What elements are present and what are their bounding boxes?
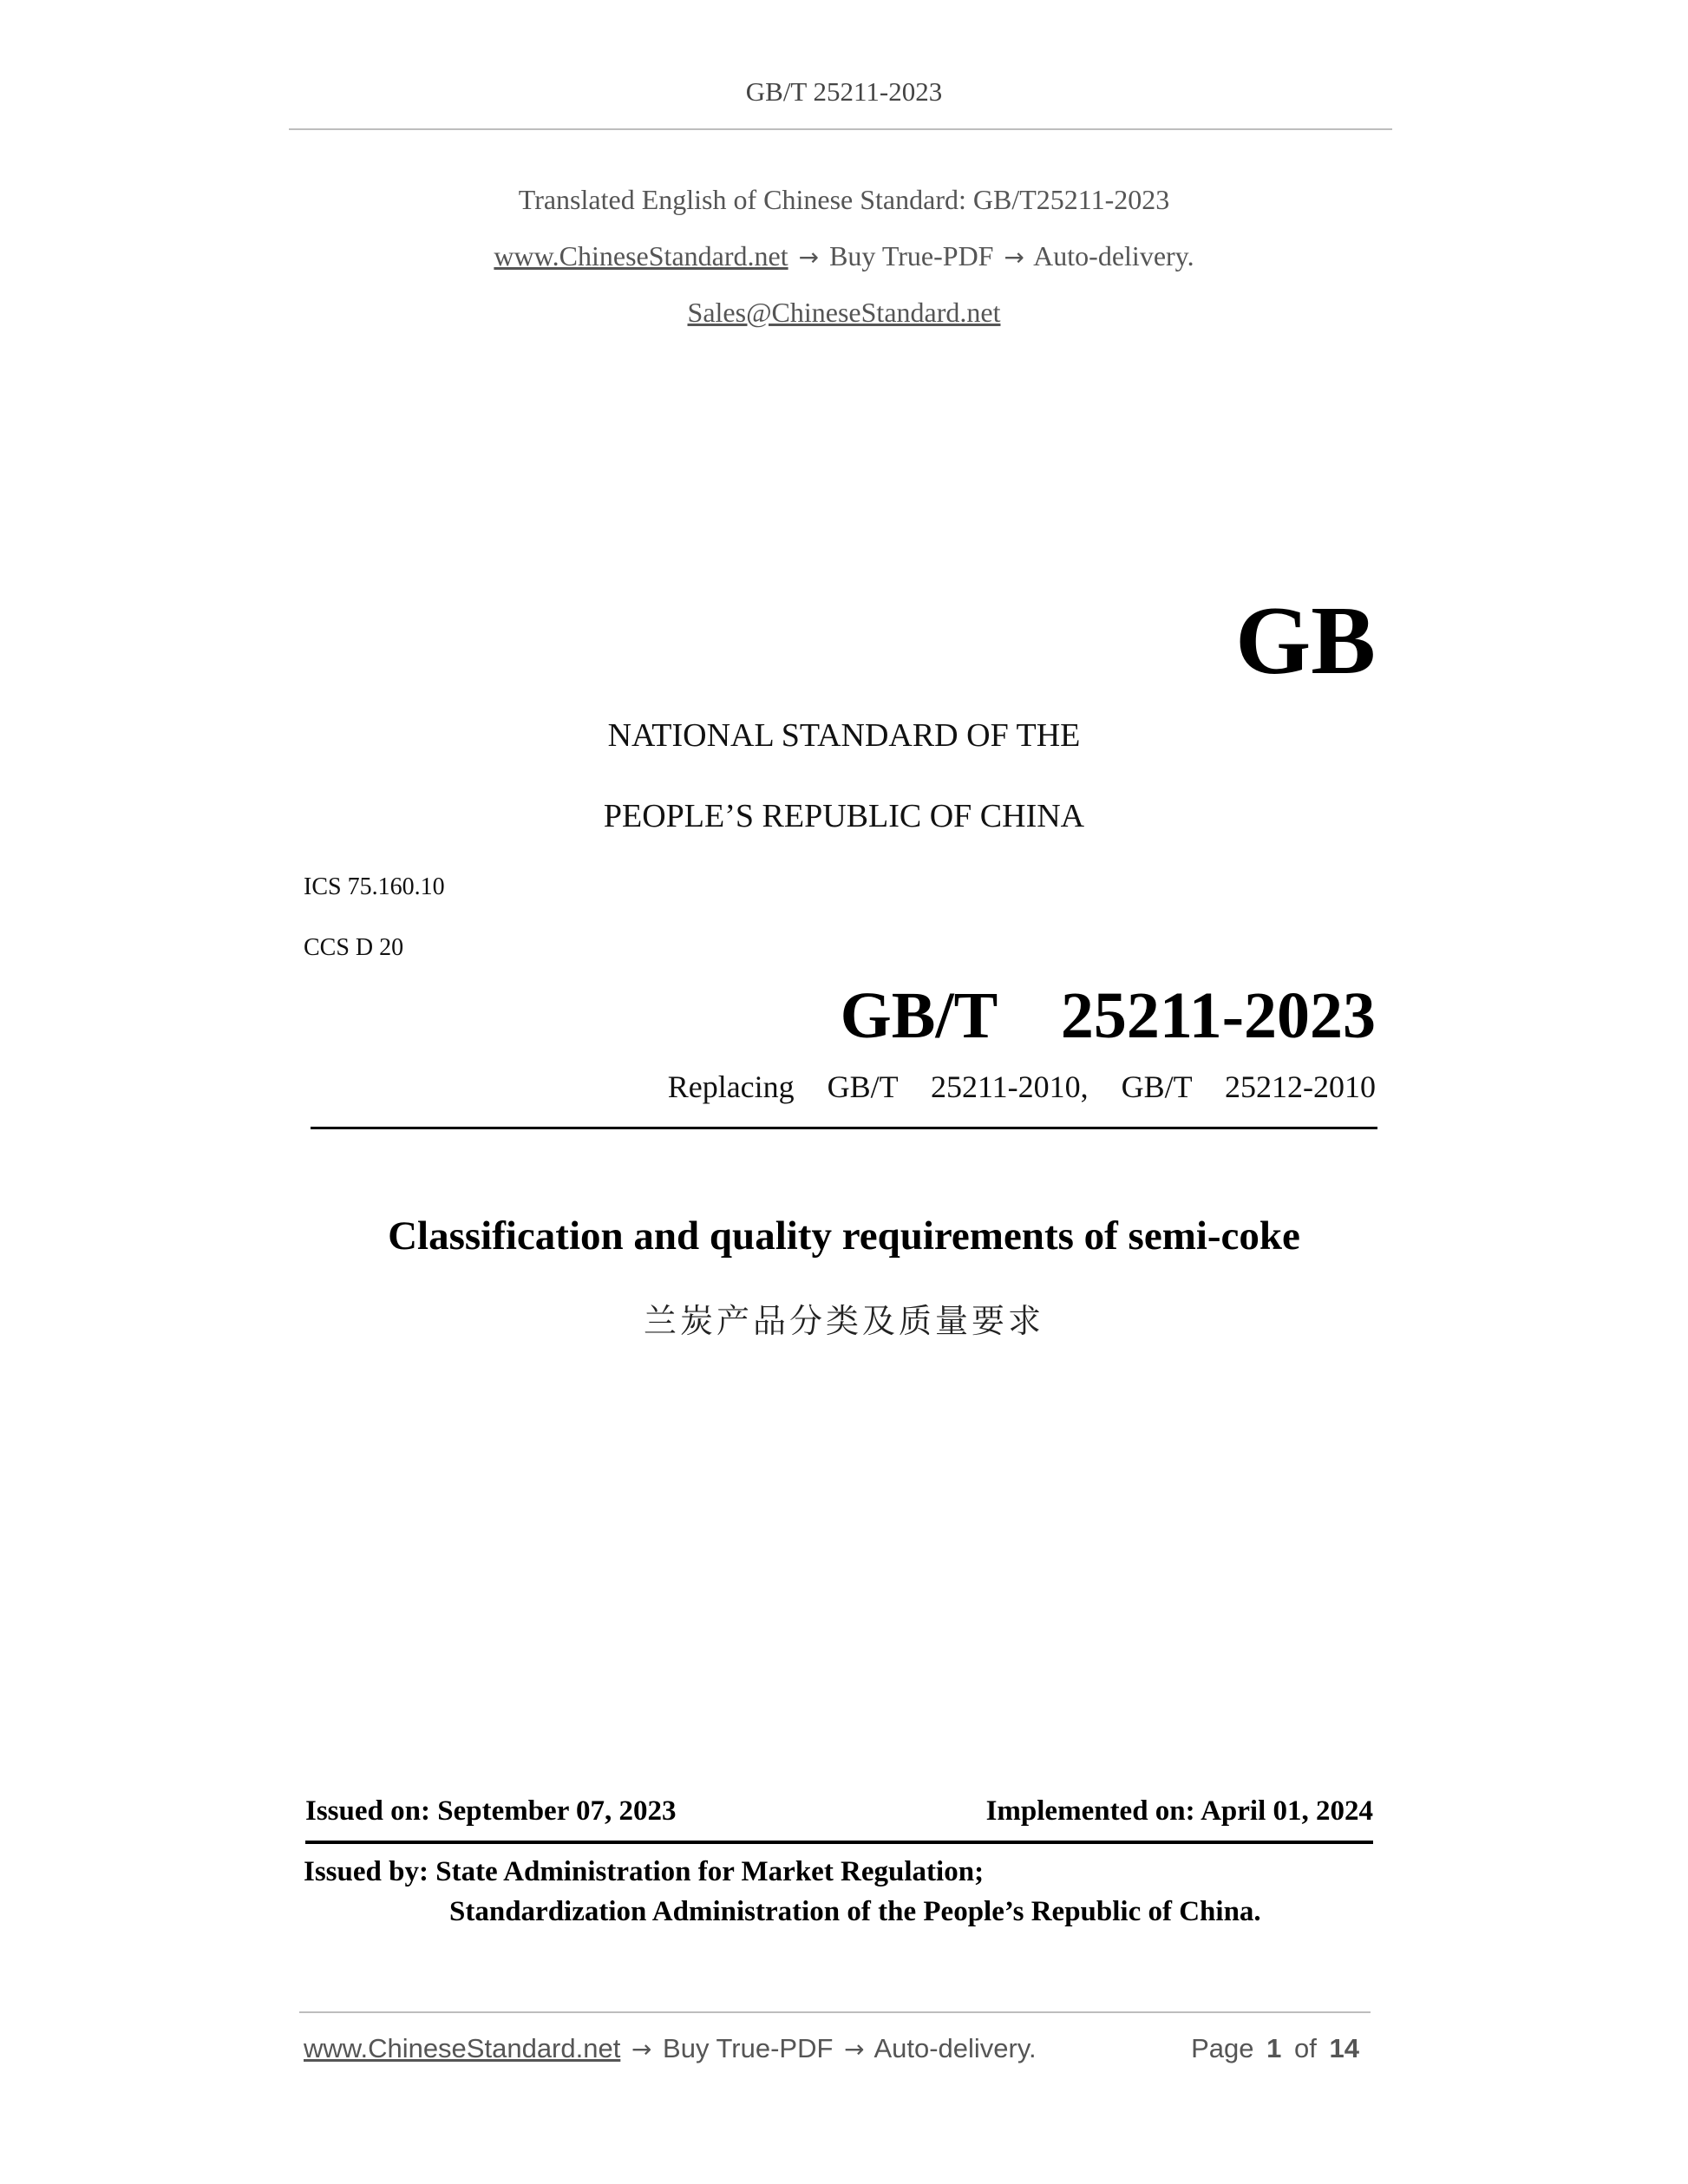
national-standard-line-2: PEOPLE’S REPUBLIC OF CHINA: [603, 798, 1085, 834]
ics-code: ICS 75.160.10: [304, 873, 445, 900]
sales-email-link[interactable]: Sales@ChineseStandard.net: [687, 297, 1001, 328]
page-total: 14: [1329, 2033, 1359, 2063]
arrow-right-icon: →: [1004, 243, 1024, 271]
footer-delivery-label: Auto-delivery.: [873, 2033, 1037, 2063]
title-english: Classification and quality requirements of semi-coke: [388, 1213, 1300, 1259]
of-word: of: [1294, 2033, 1317, 2063]
replacing-note: Replacing GB/T 25211-2010, GB/T 25212-2010: [667, 1069, 1376, 1104]
dates-divider: [305, 1841, 1373, 1844]
gb-mark: GB: [1235, 587, 1376, 695]
issued-by-line-2: Standardization Administration of the People’s Republic of China.: [449, 1896, 1261, 1927]
ccs-code: CCS D 20: [304, 934, 404, 961]
auto-delivery-label: Auto-delivery.: [1033, 240, 1194, 271]
page-word: Page: [1191, 2033, 1254, 2063]
promo-line: [0, 240, 1688, 272]
page-indicator: [1191, 2033, 1364, 2064]
footer-buy-label: Buy True-PDF: [663, 2033, 834, 2063]
national-standard-line-1: NATIONAL STANDARD OF THE: [607, 717, 1081, 754]
footer-site-link[interactable]: www.ChineseStandard.net: [304, 2033, 621, 2063]
footer-divider: [299, 2011, 1371, 2013]
site-link[interactable]: www.ChineseStandard.net: [494, 240, 788, 271]
title-divider: [311, 1127, 1377, 1129]
arrow-right-icon: →: [798, 243, 820, 271]
page-current: 1: [1266, 2033, 1282, 2063]
footer-promo: [304, 2033, 1037, 2064]
issued-on-date: Issued on: September 07, 2023: [305, 1795, 677, 1827]
issued-by-line-1: Issued by: State Administration for Market Regulation;: [304, 1856, 985, 1887]
standard-number: GB/T 25211-2023: [840, 979, 1376, 1052]
buy-true-pdf-label: Buy True-PDF: [829, 240, 994, 271]
running-header: GB/T 25211-2023: [745, 76, 943, 107]
arrow-right-icon: →: [844, 2035, 865, 2063]
title-chinese: 兰炭产品分类及质量要求: [643, 1302, 1044, 1340]
promo-email-row: [0, 297, 1688, 329]
implemented-on-date: Implemented on: April 01, 2024: [985, 1795, 1373, 1827]
arrow-right-icon: →: [631, 2035, 652, 2063]
header-divider: [289, 128, 1392, 130]
promo-title: Translated English of Chinese Standard: GB/T25211-2023: [518, 184, 1170, 215]
